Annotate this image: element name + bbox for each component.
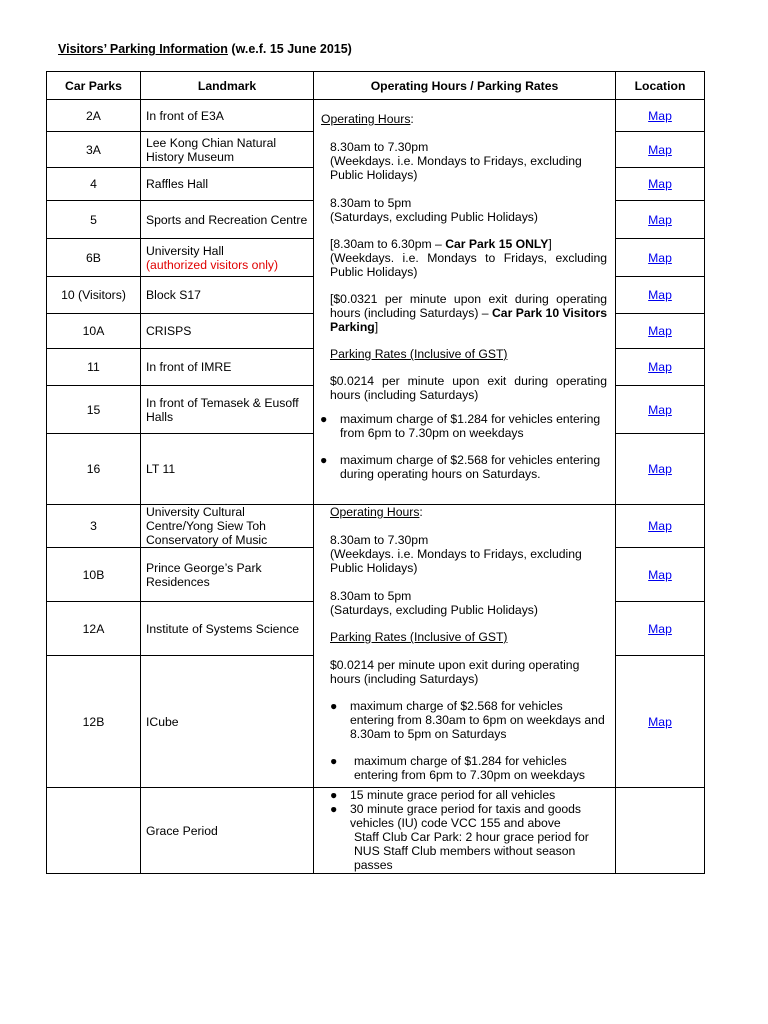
map-link[interactable]: Map (648, 108, 672, 123)
saturday-note: (Saturdays, excluding Public Holidays) (330, 210, 538, 224)
rate-bullet: maximum charge of $2.568 for vehicles entering from 8.30am to 6pm on weekdays and 8.30am to 5pm on Saturdays (350, 699, 605, 741)
landmark: Sports and Recreation Centre (141, 201, 314, 239)
map-link[interactable]: Map (648, 288, 672, 302)
car-park-id: 11 (47, 349, 141, 386)
car-park-id: 12B (47, 656, 141, 788)
grace-period-row (47, 788, 705, 874)
car-park-id: 3 (47, 505, 141, 548)
car-park-id: 16 (47, 434, 141, 505)
rate-bullet: maximum charge of $1.284 for vehicles entering from 6pm to 7.30pm on weekdays (340, 412, 601, 440)
map-link[interactable]: Map (648, 250, 672, 265)
landmark: Grace Period (141, 788, 314, 874)
landmark: Lee Kong Chian Natural History Museum (141, 132, 314, 168)
car-park-id: 5 (47, 201, 141, 239)
colon: : (419, 505, 423, 519)
car-park-id: 3A (47, 132, 141, 168)
car-park-id: 12A (47, 602, 141, 656)
car-park-id: 10A (47, 314, 141, 349)
location-cell (616, 434, 705, 505)
map-link[interactable]: Map (648, 402, 672, 417)
landmark: University Cultural Centre/Yong Siew Toh Conservatory of Music (141, 505, 314, 548)
rate-bullet: maximum charge of $2.568 for vehicles entering during operating hours on Saturdays. (340, 453, 601, 481)
car-park-id: 15 (47, 386, 141, 434)
header-landmark: Landmark (141, 72, 314, 100)
location-cell (616, 386, 705, 434)
operating-info-group-2 (314, 505, 616, 788)
location-cell (616, 656, 705, 788)
cp15-hours: [8.30am to 6.30pm – (330, 237, 446, 251)
bullet: ● (330, 754, 338, 768)
landmark: Block S17 (141, 277, 314, 314)
landmark: ICube (141, 656, 314, 788)
location-cell (616, 548, 705, 602)
table-row (47, 505, 705, 548)
parking-table (46, 71, 705, 874)
location-cell (616, 277, 705, 314)
rate-text: $0.0214 per minute upon exit during operating hours (including Saturdays) (330, 658, 580, 686)
operating-hours-label: Operating Hours (330, 505, 420, 519)
saturday-note: (Saturdays, excluding Public Holidays) (330, 603, 538, 617)
map-link[interactable]: Map (648, 621, 672, 636)
saturday-hours: 8.30am to 5pm (330, 589, 412, 603)
landmark-name: University Hall (146, 243, 224, 258)
rate-text: $0.0214 per minute upon exit during operating hours (including Saturdays) (330, 374, 607, 402)
map-link[interactable]: Map (648, 177, 672, 191)
location-cell (616, 100, 705, 132)
location-cell (616, 602, 705, 656)
bullet: ● (320, 412, 328, 426)
map-link[interactable]: Map (648, 360, 672, 374)
landmark: LT 11 (141, 434, 314, 505)
landmark (141, 239, 314, 277)
map-link[interactable]: Map (648, 567, 672, 582)
cp15-label: Car Park 15 ONLY (445, 237, 549, 251)
title-date: (w.e.f. 15 June 2015) (227, 42, 352, 56)
landmark: In front of E3A (141, 100, 314, 132)
header-location: Location (616, 72, 705, 100)
map-link[interactable]: Map (648, 714, 672, 729)
header-car-parks: Car Parks (47, 72, 141, 100)
map-link[interactable]: Map (648, 519, 672, 533)
grace-bullet: 30 minute grace period for taxis and goods vehicles (IU) code VCC 155 and above (350, 802, 582, 830)
location-cell (616, 788, 705, 874)
table-row (47, 100, 705, 132)
cp10-rate: [$0.0321 per minute upon exit during operating hours (including Saturdays) – (330, 292, 607, 320)
weekday-note: (Weekdays. i.e. Mondays to Fridays, excluding Public Holidays) (330, 154, 582, 182)
location-cell (616, 349, 705, 386)
weekday-note: (Weekdays. i.e. Mondays to Fridays, excluding Public Holidays) (330, 547, 582, 575)
table-header-row (47, 72, 705, 100)
landmark: In front of Temasek & Eusoff Halls (141, 386, 314, 434)
landmark: Raffles Hall (141, 168, 314, 201)
bullet: ● (320, 453, 328, 467)
parking-rates-label: Parking Rates (Inclusive of GST) (330, 630, 508, 644)
car-park-id: 10B (47, 548, 141, 602)
bracket: ] (548, 237, 552, 251)
map-link[interactable]: Map (648, 142, 672, 157)
bullet: ● (330, 699, 338, 713)
colon: : (410, 112, 414, 126)
car-park-id: 6B (47, 239, 141, 277)
cp15-note: (Weekdays. i.e. Mondays to Fridays, excluding Public Holidays) (330, 251, 607, 279)
page-title (58, 42, 352, 56)
location-cell (616, 314, 705, 349)
location-cell (616, 201, 705, 239)
weekday-hours: 8.30am to 7.30pm (330, 140, 429, 154)
car-park-id (47, 788, 141, 874)
operating-info-group-1 (314, 100, 616, 505)
landmark: Prince George’s Park Residences (141, 548, 314, 602)
map-link[interactable]: Map (648, 462, 672, 476)
car-park-id: 10 (Visitors) (47, 277, 141, 314)
bracket: ] (374, 320, 379, 334)
location-cell (616, 239, 705, 277)
parking-rates-label: Parking Rates (Inclusive of GST) (330, 347, 508, 361)
cp10-label: Car Park 10 Visitors Parking (330, 306, 607, 334)
landmark: Institute of Systems Science (141, 602, 314, 656)
operating-hours-label: Operating Hours (321, 112, 411, 126)
saturday-hours: 8.30am to 5pm (330, 196, 412, 210)
location-cell (616, 505, 705, 548)
grace-period-info (314, 788, 616, 874)
rate-bullet: maximum charge of $1.284 for vehicles entering from 6pm to 7.30pm on weekdays (354, 754, 586, 782)
staff-club-note: Staff Club Car Park: 2 hour grace period for NUS Staff Club members without season passes (354, 830, 589, 872)
location-cell (616, 168, 705, 201)
landmark: In front of IMRE (141, 349, 314, 386)
location-cell (616, 132, 705, 168)
title-main: Visitors’ Parking Information (58, 42, 228, 56)
map-link[interactable]: Map (648, 212, 672, 227)
bullet: ● (330, 788, 338, 802)
bullet: ● (330, 802, 338, 816)
landmark: CRISPS (141, 314, 314, 349)
header-operating-hours: Operating Hours / Parking Rates (314, 72, 616, 100)
car-park-id: 4 (47, 168, 141, 201)
landmark-note: (authorized visitors only) (146, 257, 279, 272)
grace-bullet: 15 minute grace period for all vehicles (350, 788, 556, 802)
car-park-id: 2A (47, 100, 141, 132)
map-link[interactable]: Map (648, 324, 672, 338)
weekday-hours: 8.30am to 7.30pm (330, 533, 429, 547)
